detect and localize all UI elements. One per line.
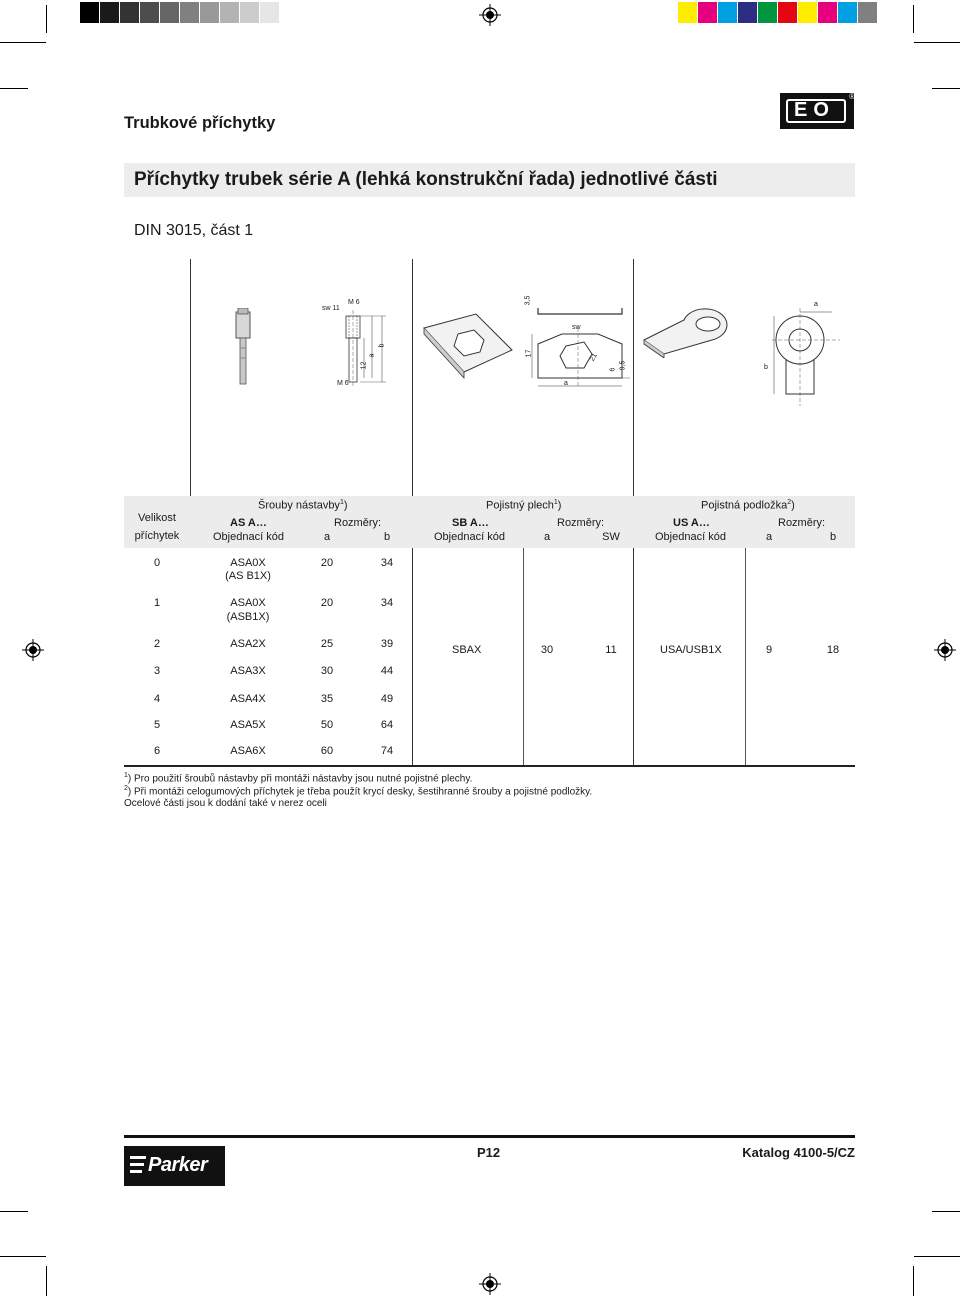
sb-code-cell: SBAX: [452, 644, 482, 656]
color-swatch: [858, 2, 878, 23]
page-title-box: [124, 163, 855, 197]
page-number: P12: [477, 1145, 501, 1160]
column-divider: [745, 548, 746, 765]
standard-label: DIN 3015, část 1: [134, 222, 254, 239]
crop-mark: [0, 88, 28, 89]
gray-swatch: [140, 2, 160, 23]
table-bottom-rule: [124, 765, 855, 767]
color-swatch: [738, 2, 758, 23]
code-cell: (AS B1X): [225, 570, 271, 582]
plate-group-header: Pojistný plech$^1$): [486, 499, 562, 512]
a-cell: 35: [320, 693, 334, 705]
order-code-header: Objednací kód: [655, 531, 726, 543]
dim-label: 17: [525, 349, 533, 358]
dims-header: Rozměry:: [557, 517, 605, 529]
color-swatch: [818, 2, 838, 23]
color-swatch: [798, 2, 818, 23]
a-cell: 20: [320, 597, 334, 609]
crop-mark: [914, 42, 960, 43]
dim-label: 12: [360, 361, 368, 370]
b-cell: 39: [380, 638, 394, 650]
footnote-3: Ocelové části jsou k dodání také v nerez oceli: [124, 798, 327, 809]
washer-group-header: Pojistná podložka$^2$): [701, 499, 795, 512]
dim-label: a: [814, 301, 818, 308]
dim-label: sw: [572, 324, 581, 331]
a-cell: 30: [320, 665, 334, 677]
sw-header: SW: [602, 531, 620, 543]
color-swatch: [718, 2, 738, 23]
sb-code-header: SB A…: [452, 517, 489, 529]
footnote-2: $^2$) Při montáži celogumových příchytek je třeba použít krycí desky, šestihranné šrouby a pojistné podložky.: [124, 785, 593, 798]
section-title: Trubkové příchytky: [124, 114, 276, 132]
order-code-header: Objednací kód: [213, 531, 284, 543]
color-swatch: [678, 2, 698, 23]
gray-swatch: [220, 2, 240, 23]
size-header: Velikost: [138, 512, 176, 524]
lock-washer-dimension-drawing: [760, 300, 850, 408]
crop-mark: [914, 1256, 960, 1257]
gray-swatch: [240, 2, 260, 23]
dim-label: sw 11: [322, 305, 340, 312]
us-b-cell: 18: [826, 644, 840, 656]
size-cell: 6: [153, 745, 161, 757]
us-code-header: US A…: [673, 517, 710, 529]
us-a-cell: 9: [765, 644, 773, 656]
b-cell: 34: [380, 557, 394, 569]
size-cell: 2: [153, 638, 161, 650]
registration-mark-icon: [479, 1273, 501, 1295]
crop-mark: [913, 5, 914, 33]
screw-illustration: [228, 308, 258, 386]
a-header: a: [323, 531, 331, 543]
code-cell: (ASB1X): [226, 611, 270, 623]
crop-mark: [932, 88, 960, 89]
dims-header: Rozměry:: [778, 517, 826, 529]
size-cell: 5: [153, 719, 161, 731]
registration-mark-icon: [22, 639, 44, 661]
registration-mark-icon: [479, 4, 501, 26]
b-cell: 64: [380, 719, 394, 731]
dim-label: b: [764, 364, 768, 371]
dim-label: M 6: [348, 299, 360, 306]
order-code-header: Objednací kód: [434, 531, 505, 543]
crop-mark: [46, 1266, 47, 1296]
dim-label: 6: [609, 367, 617, 372]
screws-group-header: Šrouby nástavby$^1$): [258, 499, 348, 512]
b-cell: 49: [380, 693, 394, 705]
crop-mark: [0, 1211, 28, 1212]
crop-mark: [913, 1266, 914, 1296]
dims-header: Rozměry:: [334, 517, 382, 529]
gray-swatch: [180, 2, 200, 23]
code-cell: ASA0X: [230, 557, 266, 569]
gray-swatch: [120, 2, 140, 23]
gray-swatch: [200, 2, 220, 23]
eo-logo-text: EO: [794, 99, 835, 121]
b-header: b: [829, 531, 837, 543]
b-cell: 44: [380, 665, 394, 677]
size-cell: 1: [153, 597, 161, 609]
column-divider: [523, 548, 524, 765]
b-cell: 74: [380, 745, 394, 757]
as-code-header: AS A…: [230, 517, 267, 529]
size-cell: 0: [153, 557, 161, 569]
size-header: příchytek: [134, 530, 180, 542]
color-swatch: [698, 2, 718, 23]
page-title: Příchytky trubek série A (lehká konstrukční řada) jednotlivé části: [134, 169, 718, 190]
parker-logo-text: Parker: [148, 1154, 208, 1176]
code-cell: ASA2X: [230, 638, 266, 650]
a-cell: 60: [320, 745, 334, 757]
dim-label: 3,5: [524, 295, 532, 306]
column-divider: [190, 259, 191, 496]
a-cell: 25: [320, 638, 334, 650]
b-header: b: [383, 531, 391, 543]
dim-label: a: [368, 353, 376, 358]
color-swatch: [838, 2, 858, 23]
eo-logo: [780, 93, 854, 129]
gray-swatch: [260, 2, 280, 23]
crop-mark: [0, 42, 46, 43]
code-cell: ASA4X: [230, 693, 266, 705]
gray-swatch: [100, 2, 120, 23]
locking-plate-dimension-drawing: [522, 292, 637, 392]
gray-swatch: [80, 2, 100, 23]
size-cell: 4: [153, 693, 161, 705]
a-cell: 50: [320, 719, 334, 731]
dim-label: b: [378, 343, 386, 348]
sb-sw-cell: 11: [605, 644, 617, 656]
gray-swatch: [160, 2, 180, 23]
dim-label: 21: [588, 352, 599, 363]
crop-mark: [46, 5, 47, 33]
process-color-bar: [678, 2, 878, 23]
a-header: a: [765, 531, 773, 543]
crop-mark: [932, 1211, 960, 1212]
code-cell: ASA6X: [230, 745, 266, 757]
locking-plate-illustration: [418, 310, 518, 380]
color-swatch: [778, 2, 798, 23]
us-code-cell: USA/USB1X: [660, 644, 722, 656]
dim-label: M 6: [337, 380, 349, 387]
registered-mark: ®: [849, 92, 855, 101]
dim-label: 9,5: [619, 360, 627, 371]
parker-logo: [124, 1146, 225, 1186]
crop-mark: [0, 1256, 46, 1257]
gray-color-bar: [80, 2, 280, 23]
a-cell: 20: [320, 557, 334, 569]
code-cell: ASA3X: [230, 665, 266, 677]
dim-label: a: [564, 380, 568, 387]
b-cell: 34: [380, 597, 394, 609]
footnote-1: $^1$) Pro použití šroubů nástavby při montáži nástavby jsou nutné pojistné plechy.: [124, 772, 473, 785]
sb-a-cell: 30: [540, 644, 554, 656]
catalog-label: Katalog 4100-5/CZ: [742, 1145, 855, 1160]
lock-washer-illustration: [640, 302, 740, 358]
a-header: a: [543, 531, 551, 543]
code-cell: ASA5X: [230, 719, 266, 731]
color-swatch: [758, 2, 778, 23]
footer-rule: [124, 1135, 855, 1138]
size-cell: 3: [153, 665, 161, 677]
code-cell: ASA0X: [230, 597, 266, 609]
registration-mark-icon: [934, 639, 956, 661]
